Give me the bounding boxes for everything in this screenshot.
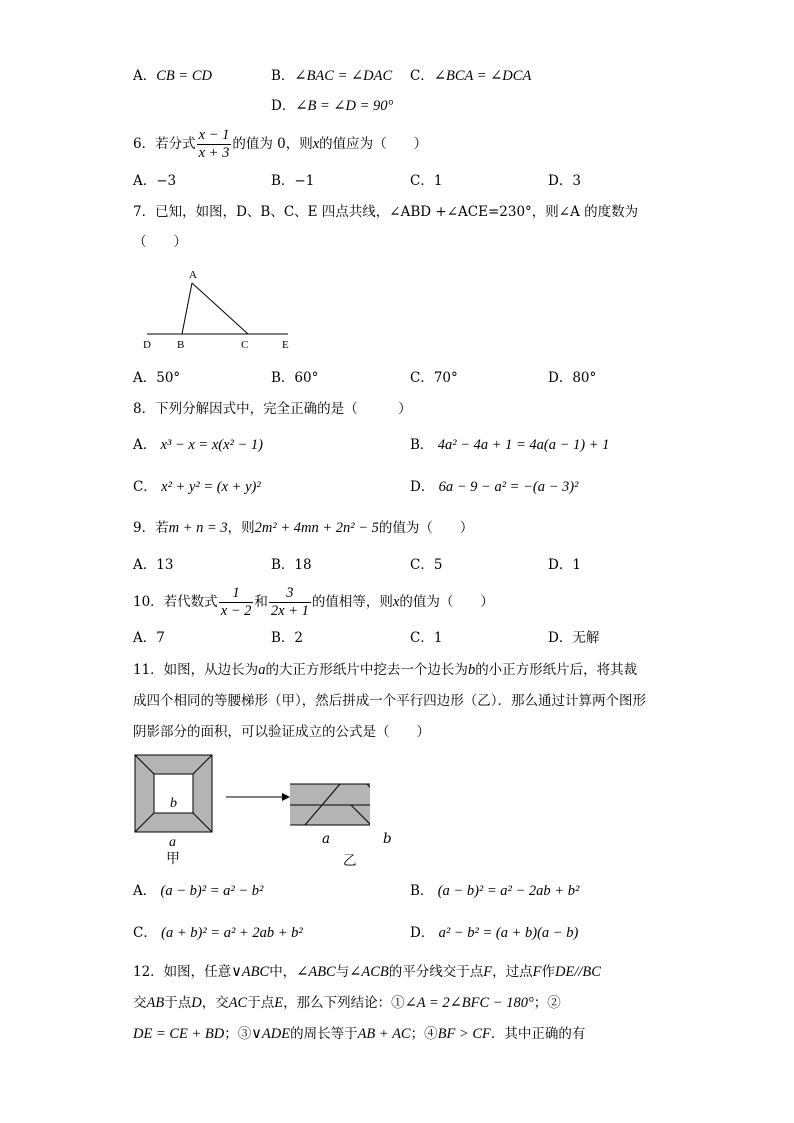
label-para-a: a [322, 831, 331, 847]
q9-option-c: C．5 [410, 557, 443, 573]
q7-triangle-figure [135, 262, 305, 357]
question-11-line-1: 11．如图，从边长为a的大正方形纸片中挖去一个边长为b的小正方形纸片后，将其裁 [133, 662, 638, 678]
question-10: 10．若代数式 $\frac{1}{x - 2}$ 和 $\frac{3}{2x + 1}$ 的值相等，则x的值为（ ） [133, 585, 494, 619]
side-ab [182, 283, 192, 334]
question-7-text: 7．已知，如图，D、B、C、E 四点共线，∠ABD +∠ACE=230°，则∠A 的度数为 [133, 204, 639, 220]
q7-option-a: A．50° [133, 370, 181, 386]
q11-parallelogram-overflow [290, 780, 350, 870]
q6-fraction: $\frac{x - 1}{x + 3}$ [198, 127, 230, 161]
label-a: A [189, 269, 197, 281]
question-12-line-2: 交AB于点D，交AC于点E，那么下列结论：①∠A = 2∠BFC − 180°；② [133, 995, 561, 1011]
label-e: E [282, 339, 289, 351]
label-yi: 乙 [343, 853, 357, 869]
label-inner-b: b [170, 796, 177, 811]
q6-option-c: C．1 [410, 173, 443, 189]
question-7-paren: （ ） [133, 234, 187, 250]
q10-fraction-2: $\frac{3}{2x + 1}$ [270, 585, 309, 619]
q7-option-b: B．60° [271, 370, 319, 386]
q8-option-d: D． 6a − 9 − a² = −(a − 3)² [410, 479, 579, 495]
q5-option-b: B．∠BAC = ∠DAC [271, 68, 393, 84]
q11-option-d: D． a² − b² = (a + b)(a − b) [410, 925, 579, 941]
q10-option-c: C．1 [410, 630, 443, 646]
q10-fraction-1: $\frac{1}{x - 2}$ [220, 585, 252, 619]
arrow-head [282, 793, 290, 801]
q9-option-a: A．13 [133, 557, 174, 573]
q5-option-c: C．∠BCA = ∠DCA [410, 68, 532, 84]
q10-option-b: B．2 [271, 630, 304, 646]
side-ac [192, 283, 248, 334]
q6-option-a: A．−3 [133, 173, 177, 189]
q9-option-d: D．1 [548, 557, 581, 573]
question-11-line-2: 成四个相同的等腰梯形（甲），然后拼成一个平行四边形（乙）．那么通过计算两个图形 [133, 693, 646, 709]
question-12-line-1: 12．如图，任意∨ABC中，∠ABC与∠ACB的平分线交于点F，过点F作DE//BC [133, 964, 601, 980]
q11-option-b: B． (a − b)² = a² − 2ab + b² [410, 883, 580, 899]
q7-option-d: D．80° [548, 370, 597, 386]
q6-option-d: D．3 [548, 173, 581, 189]
question-12-line-3: DE = CE + BD；③∨ADE的周长等于AB + AC；④BF > CF．其中正确的有 [133, 1026, 586, 1042]
question-9: 9．若m + n = 3，则2m² + 4mn + 2n² − 5的值为（ ） [133, 520, 474, 536]
label-d: D [143, 339, 151, 351]
q5-option-d: D．∠B = ∠D = 90° [271, 98, 394, 114]
label-b: B [177, 339, 185, 351]
question-6: 6．若分式 $\frac{x - 1}{x + 3}$ 的值为 0，则x的值应为（ ） [133, 127, 428, 161]
q8-option-b: B． 4a² − 4a + 1 = 4a(a − 1) + 1 [410, 437, 610, 453]
q11-option-c: C． (a + b)² = a² + 2ab + b² [133, 925, 303, 941]
q6-option-b: B．−1 [271, 173, 315, 189]
q9-option-b: B．18 [271, 557, 312, 573]
q7-option-c: C．70° [410, 370, 458, 386]
q5-option-a: A．CB = CD [133, 68, 212, 84]
q11-option-a: A． (a − b)² = a² − b² [133, 883, 264, 899]
q10-option-a: A．7 [133, 630, 165, 646]
q8-option-c: C． x² + y² = (x + y)² [133, 479, 261, 495]
q8-option-a: A． x³ − x = x(x² − 1) [133, 437, 263, 453]
question-11-line-3: 阴影部分的面积，可以验证成立的公式是（ ） [133, 724, 430, 740]
label-para-b: b [383, 831, 392, 847]
label-jia: 甲 [166, 852, 180, 867]
label-side-a: a [169, 835, 176, 850]
q10-option-d: D．无解 [548, 630, 600, 646]
label-c: C [241, 339, 249, 351]
question-8-text: 8．下列分解因式中，完全正确的是（ ） [133, 401, 412, 417]
